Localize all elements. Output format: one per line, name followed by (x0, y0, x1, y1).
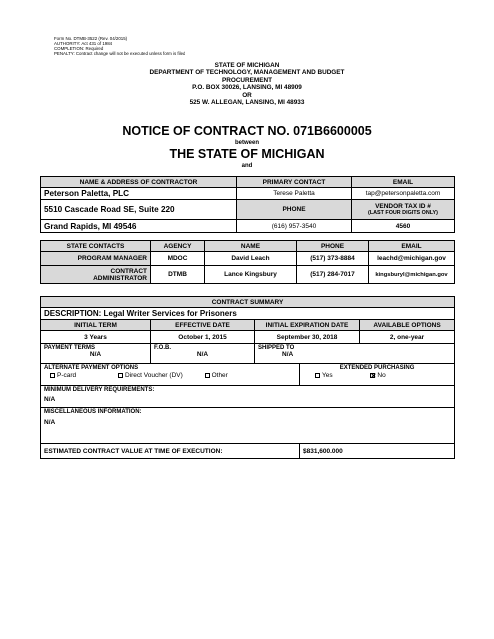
miscellaneous-info-label: MISCELLANEOUS INFORMATION: (44, 409, 142, 415)
contact-agency: DTMB (151, 266, 205, 284)
payment-terms-label: PAYMENT TERMS (44, 345, 96, 351)
contract-description: DESCRIPTION: Legal Writer Services for Prisoners (41, 308, 455, 320)
extended-no-label: No (377, 372, 386, 379)
table-row (41, 252, 455, 266)
expiration-date-value: September 30, 2018 (255, 331, 360, 344)
vendor-tax-label: VENDOR TAX ID # (375, 202, 431, 210)
minimum-delivery-cell (41, 386, 455, 408)
estimated-value: $831,600.000 (300, 444, 455, 459)
contractor-phone: (616) 957-3540 (237, 220, 352, 233)
agency-header: AGENCY (151, 241, 205, 252)
agency-line-5: OR (242, 91, 252, 99)
name-header: NAME (205, 241, 297, 252)
state-contacts-table (40, 240, 455, 284)
extended-purchasing-label: EXTENDED PURCHASING (339, 365, 415, 371)
minimum-delivery-label: MINIMUM DELIVERY REQUIREMENTS: (44, 387, 155, 393)
table-row (41, 266, 455, 284)
contact-agency: MDOC (151, 252, 205, 266)
fob-cell (151, 344, 255, 364)
contractor-email: tap@petersonpaletta.com (352, 188, 455, 200)
vendor-tax-sublabel: (LAST FOUR DIGITS ONLY) (368, 209, 438, 216)
other-checkbox[interactable] (205, 373, 210, 378)
state-name: THE STATE OF MICHIGAN (169, 147, 325, 161)
estimated-value-label: ESTIMATED CONTRACT VALUE AT TIME OF EXECUTION: (41, 444, 300, 459)
alternate-payment-cell (41, 364, 300, 386)
contact-email: kingsburyl@michigan.gov (369, 266, 455, 284)
extended-yes-label: Yes (322, 372, 333, 379)
notice-title-block (40, 124, 454, 170)
form-authority: AUTHORITY: Act 431 of 1984 (54, 41, 113, 46)
available-options-header: AVAILABLE OPTIONS (360, 320, 455, 331)
notice-title: NOTICE OF CONTRACT NO. 071B6600005 (122, 124, 372, 138)
contact-phone: (517) 373-8884 (297, 252, 369, 266)
contractor-name: Peterson Paletta, PLC (41, 188, 237, 200)
form-header (54, 36, 185, 56)
vendor-tax-id: 4560 (352, 220, 455, 233)
agency-line-3: PROCUREMENT (221, 76, 273, 84)
minimum-delivery-value: N/A (44, 396, 56, 403)
primary-contact-name: Terese Paletta (237, 188, 352, 200)
agency-address-block (40, 62, 454, 106)
miscellaneous-info-cell (41, 408, 455, 444)
phone-column-header: PHONE (297, 241, 369, 252)
direct-voucher-checkbox[interactable] (118, 373, 123, 378)
fob-label: F.O.B. (154, 345, 172, 351)
contractor-name-header: NAME & ADDRESS OF CONTRACTOR (41, 177, 237, 188)
pcard-label: P-card (57, 372, 77, 379)
shipped-to-label: SHIPPED TO (258, 345, 295, 351)
contract-summary-header: CONTRACT SUMMARY (41, 297, 455, 308)
shipped-to-cell (255, 344, 455, 364)
fob-value: N/A (196, 351, 209, 358)
and-text: and (241, 163, 253, 169)
agency-line-2: DEPARTMENT OF TECHNOLOGY, MANAGEMENT AND BUDGET (149, 69, 345, 77)
email-header: EMAIL (352, 177, 455, 188)
payment-terms-cell (41, 344, 151, 364)
contact-role-line-1: CONTRACT (110, 267, 147, 275)
primary-contact-header: PRIMARY CONTACT (237, 177, 352, 188)
vendor-tax-header (352, 200, 455, 220)
effective-date-header: EFFECTIVE DATE (151, 320, 255, 331)
form-completion: COMPLETION: Required (54, 46, 104, 51)
contact-phone: (517) 284-7017 (297, 266, 369, 284)
extended-purchasing-cell (300, 364, 455, 386)
contact-role-line-2: ADMINISTRATOR (93, 274, 147, 282)
extended-yes-checkbox[interactable] (315, 373, 320, 378)
agency-line-6: 525 W. ALLEGAN, LANSING, MI 48933 (189, 98, 305, 106)
contact-name: Lance Kingsbury (205, 266, 297, 284)
contractor-address-2: Grand Rapids, MI 49546 (41, 220, 237, 233)
initial-term-value: 3 Years (41, 331, 151, 344)
email-column-header: EMAIL (369, 241, 455, 252)
direct-voucher-label: Direct Voucher (DV) (124, 372, 183, 379)
payment-terms-value: N/A (89, 351, 102, 358)
contractor-address-1: 5510 Cascade Road SE, Suite 220 (41, 200, 237, 220)
alternate-payment-label: ALTERNATE PAYMENT OPTIONS (44, 365, 139, 371)
shipped-to-value: N/A (282, 351, 294, 358)
phone-header: PHONE (237, 200, 352, 220)
contact-name: David Leach (205, 252, 297, 266)
form-number: Form No. DTMB-3522 (Rev. 04/2015) (54, 36, 128, 41)
effective-date-value: October 1, 2015 (151, 331, 255, 344)
other-label: Other (211, 372, 228, 379)
extended-no-checkbox[interactable] (370, 373, 375, 378)
contact-role (41, 266, 151, 284)
miscellaneous-info-value: N/A (44, 419, 56, 426)
contractor-table (40, 176, 455, 233)
contract-summary-table (40, 296, 455, 459)
contact-email: leachd@michigan.gov (369, 252, 455, 266)
initial-term-header: INITIAL TERM (41, 320, 151, 331)
form-penalty: PENALTY: Contract change will not be executed unless form is filed (54, 51, 186, 56)
between-text: between (234, 140, 259, 146)
pcard-checkbox[interactable] (50, 373, 55, 378)
state-contacts-header: STATE CONTACTS (41, 241, 151, 252)
expiration-date-header: INITIAL EXPIRATION DATE (255, 320, 360, 331)
contact-role: PROGRAM MANAGER (41, 252, 151, 266)
agency-line-4: P.O. BOX 30026, LANSING, MI 48909 (192, 84, 302, 92)
available-options-value: 2, one-year (360, 331, 455, 344)
agency-line-1: STATE OF MICHIGAN (214, 62, 280, 69)
